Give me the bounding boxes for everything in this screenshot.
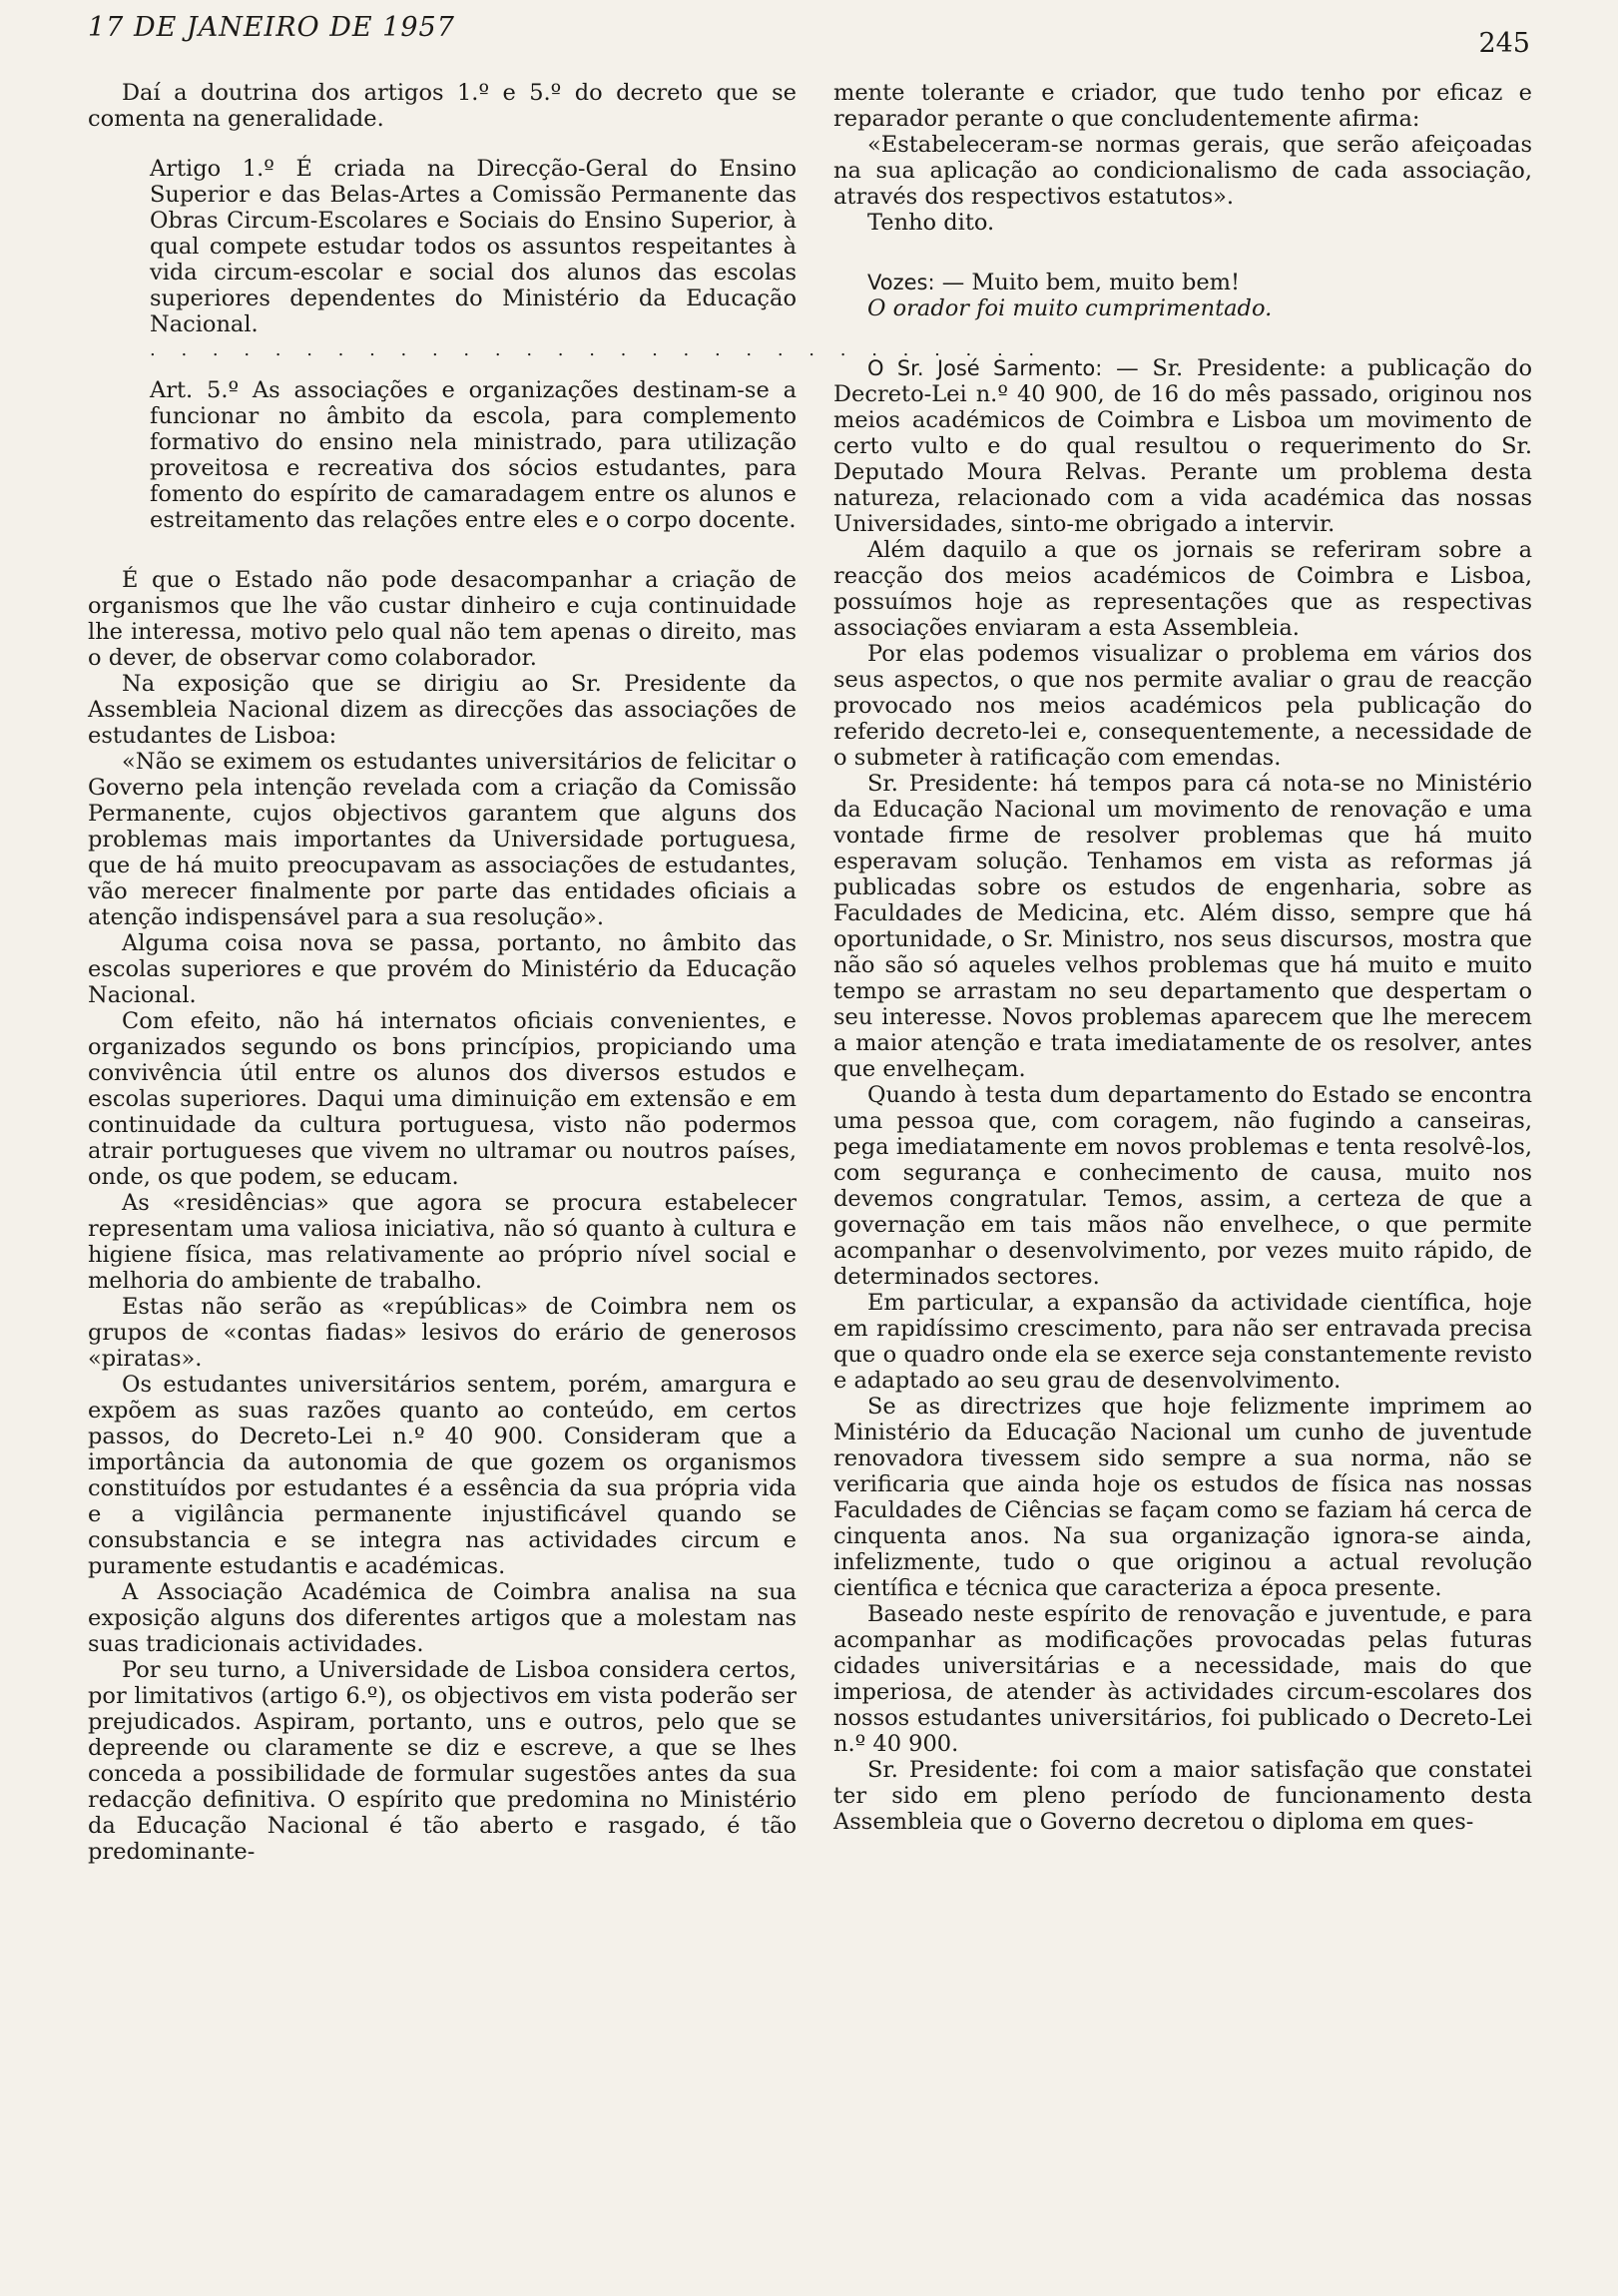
speaker-name: O Sr. José Sarmento: bbox=[867, 356, 1103, 380]
vozes-text: — Muito bem, muito bem! bbox=[941, 270, 1241, 295]
paragraph: Alguma coisa nova se passa, portanto, no âmbito das escolas superiores e que provém do Ministério da Educação Nacional. bbox=[88, 930, 797, 1008]
paragraph: A Associação Académica de Coimbra analisa na sua exposição alguns dos diferentes artigos que a molestam nas suas tradicionais actividades. bbox=[88, 1579, 797, 1657]
quoted-article-5: Art. 5.º As associações e organizações destinam-se a funcionar no âmbito da escola, para complemento formativo do ensino nela ministrado, para utilização proveitosa e recreativa dos sócios estudantes, para fomento do espírito de camaradagem entre os alunos e estreitamento das relações entre eles e o corpo docente. bbox=[150, 377, 797, 533]
paragraph: Em particular, a expansão da actividade científica, hoje em rapidíssimo crescimento, para não ser entravada precisa que o quadro onde ela se exerce seja constantemente revisto e adaptado ao seu grau de desenvolvimento. bbox=[833, 1290, 1532, 1394]
speech-text: — Sr. Presidente: a publicação do Decreto-Lei n.º 40 900, de 16 do mês passado, originou nos meios académicos de Coimbra e Lisboa um movimento de certo vulto e do qual resultou o requerimento do Sr. Deputado Moura Relvas. Perante um problema desta natureza, relacionado com a vida académica das nossas Universidades, sinto-me obrigado a intervir. bbox=[833, 355, 1532, 537]
right-column bbox=[833, 80, 1532, 1835]
page-number: 245 bbox=[1478, 28, 1530, 59]
paragraph: As «residências» que agora se procura estabelecer representam uma valiosa iniciativa, não só quanto à cultura e higiene física, mas relativamente ao próprio nível social e melhoria do ambiente de trabalho. bbox=[88, 1190, 797, 1294]
paragraph: Além daquilo a que os jornais se referiram sobre a reacção dos meios académicos de Coimbra e Lisboa, possuímos hoje as representações que as respectivas associações enviaram a esta Assembleia. bbox=[833, 537, 1532, 641]
paragraph: Quando à testa dum departamento do Estado se encontra uma pessoa que, com coragem, não fugindo a canseiras, pega imediatamente em novos problemas e tenta resolvê-los, com segurança e conhecimento de causa, muito nos devemos congratular. Temos, assim, a certeza de que a governação em tais mãos não envelhece, o que permite acompanhar o desenvolvimento, por vezes muito rápido, de determinados sectores. bbox=[833, 1082, 1532, 1290]
applause-note: O orador foi muito cumprimentado. bbox=[867, 295, 1273, 321]
paragraph: Sr. Presidente: há tempos para cá nota-se no Ministério da Educação Nacional um movimento de renovação e uma vontade firme de resolver problemas que há muito esperavam solução. Tenhamos em vista as reformas já publicadas sobre os estudos de engenharia, sobre as Faculdades de Medicina, etc. Além disso, sempre que há oportunidade, o Sr. Ministro, nos seus discursos, mostra que não são só aqueles velhos problemas que há muito e muito tempo se arrastam no seu departamento que despertam o seu interesse. Novos problemas aparecem que lhe merecem a maior atenção e trata imediatamente de os resolver, antes que envelheçam. bbox=[833, 771, 1532, 1082]
paragraph: Baseado neste espírito de renovação e juventude, e para acompanhar as modificações provocadas pelas futuras cidades universitárias e a necessidade, mais do que imperiosa, de atender às actividades circum-escolares dos nossos estudantes universitários, foi publicado o Decreto-Lei n.º 40 900. bbox=[833, 1601, 1532, 1757]
quoted-article-1: Artigo 1.º É criada na Direcção-Geral do Ensino Superior e das Belas-Artes a Comissão Permanente das Obras Circum-Escolares e Sociais do Ensino Superior, à qual compete estudar todos os assuntos respeitantes à vida circum-escolar e social dos alunos das escolas superiores dependentes do Ministério da Educação Nacional. bbox=[150, 156, 797, 337]
paragraph: mente tolerante e criador, que tudo tenho por eficaz e reparador perante o que concludentemente afirma: bbox=[833, 80, 1532, 132]
paragraph: Se as directrizes que hoje felizmente imprimem ao Ministério da Educação Nacional um cunho de juventude renovadora tivessem sido sempre a sua norma, não se verificaria que ainda hoje os estudos de física nas nossas Faculdades de Ciências se façam como se faziam há cerca de cinquenta anos. Na sua organização ignora-se ainda, infelizmente, tudo o que originou a actual revolução científica e técnica que caracteriza a época presente. bbox=[833, 1394, 1532, 1601]
paragraph: Por seu turno, a Universidade de Lisboa considera certos, por limitativos (artigo 6.º), os objectivos em vista poderão ser prejudicados. Aspiram, portanto, uns e outros, pelo que se depreende ou claramente se diz e escreve, a que se lhes conceda a possibilidade de formular sugestões antes da sua redacção definitiva. O espírito que predomina no Ministério da Educação Nacional é tão aberto e rasgado, é tão predominante- bbox=[88, 1657, 797, 1865]
issue-date: 17 DE JANEIRO DE 1957 bbox=[88, 12, 455, 43]
paragraph: Com efeito, não há internatos oficiais convenientes, e organizados segundo os bons princípios, propiciando uma convivência útil entre os alunos dos diversos estudos e escolas superiores. Daqui uma diminuição em extensão e em continuidade da cultura portuguesa, visto não podermos atrair portugueses que vivem no ultramar ou noutros países, onde, os que podem, se educam. bbox=[88, 1008, 797, 1190]
vozes-line bbox=[833, 270, 1532, 295]
paragraph: Estas não serão as «repúblicas» de Coimbra nem os grupos de «contas fiadas» lesivos do erário de generosos «piratas». bbox=[88, 1294, 797, 1372]
paragraph: «Não se eximem os estudantes universitários de felicitar o Governo pela intenção revelada com a criação da Comissão Permanente, cujos objectivos garantem que alguns dos problemas mais importantes da Universidade portuguesa, que de há muito preocupavam as associações de estudantes, vão merecer finalmente por parte das entidades oficiais a atenção indispensável para a sua resolução». bbox=[88, 749, 797, 930]
paragraph: Por elas podemos visualizar o problema em vários dos seus aspectos, o que nos permite avaliar o grau de reacção provocado nos meios académicos pela publicação do referido decreto-lei e, consequentemente, a necessidade de o submeter à ratificação com emendas. bbox=[833, 641, 1532, 771]
paragraph: Na exposição que se dirigiu ao Sr. Presidente da Assembleia Nacional dizem as direcções das associações de estudantes de Lisboa: bbox=[88, 671, 797, 749]
paragraph: É que o Estado não pode desacompanhar a criação de organismos que lhe vão custar dinheiro e cuja continuidade lhe interessa, motivo pelo qual não tem apenas o direito, mas o dever, de observar como colaborador. bbox=[88, 567, 797, 671]
paragraph: Daí a doutrina dos artigos 1.º e 5.º do decreto que se comenta na generalidade. bbox=[88, 80, 797, 132]
paragraph: Os estudantes universitários sentem, porém, amargura e expõem as suas razões quanto ao conteúdo, em certos passos, do Decreto-Lei n.º 40 900. Consideram que a importância da autonomia de que gozem os organismos constituídos por estudantes é a essência da sua própria vida e a vigilância permanente injustificável quando se consubstancia e se integra nas actividades circum e puramente estudantis e académicas. bbox=[88, 1372, 797, 1579]
page-header bbox=[88, 12, 1530, 59]
ellipsis-separator: . . . . . . . . . . . . . . . . . . . . . . . . . . . . . bbox=[150, 339, 1045, 360]
vozes-label: Vozes: bbox=[867, 271, 935, 294]
paragraph: Sr. Presidente: foi com a maior satisfação que constatei ter sido em pleno período de funcionamento desta Assembleia que o Governo decretou o diploma em ques- bbox=[833, 1757, 1532, 1835]
paragraph: Tenho dito. bbox=[867, 210, 995, 236]
quoted-statement: «Estabeleceram-se normas gerais, que serão afeiçoadas na sua aplicação ao condicionalismo de cada associação, através dos respectivos estatutos». bbox=[833, 132, 1532, 210]
speech-opening bbox=[833, 355, 1532, 537]
